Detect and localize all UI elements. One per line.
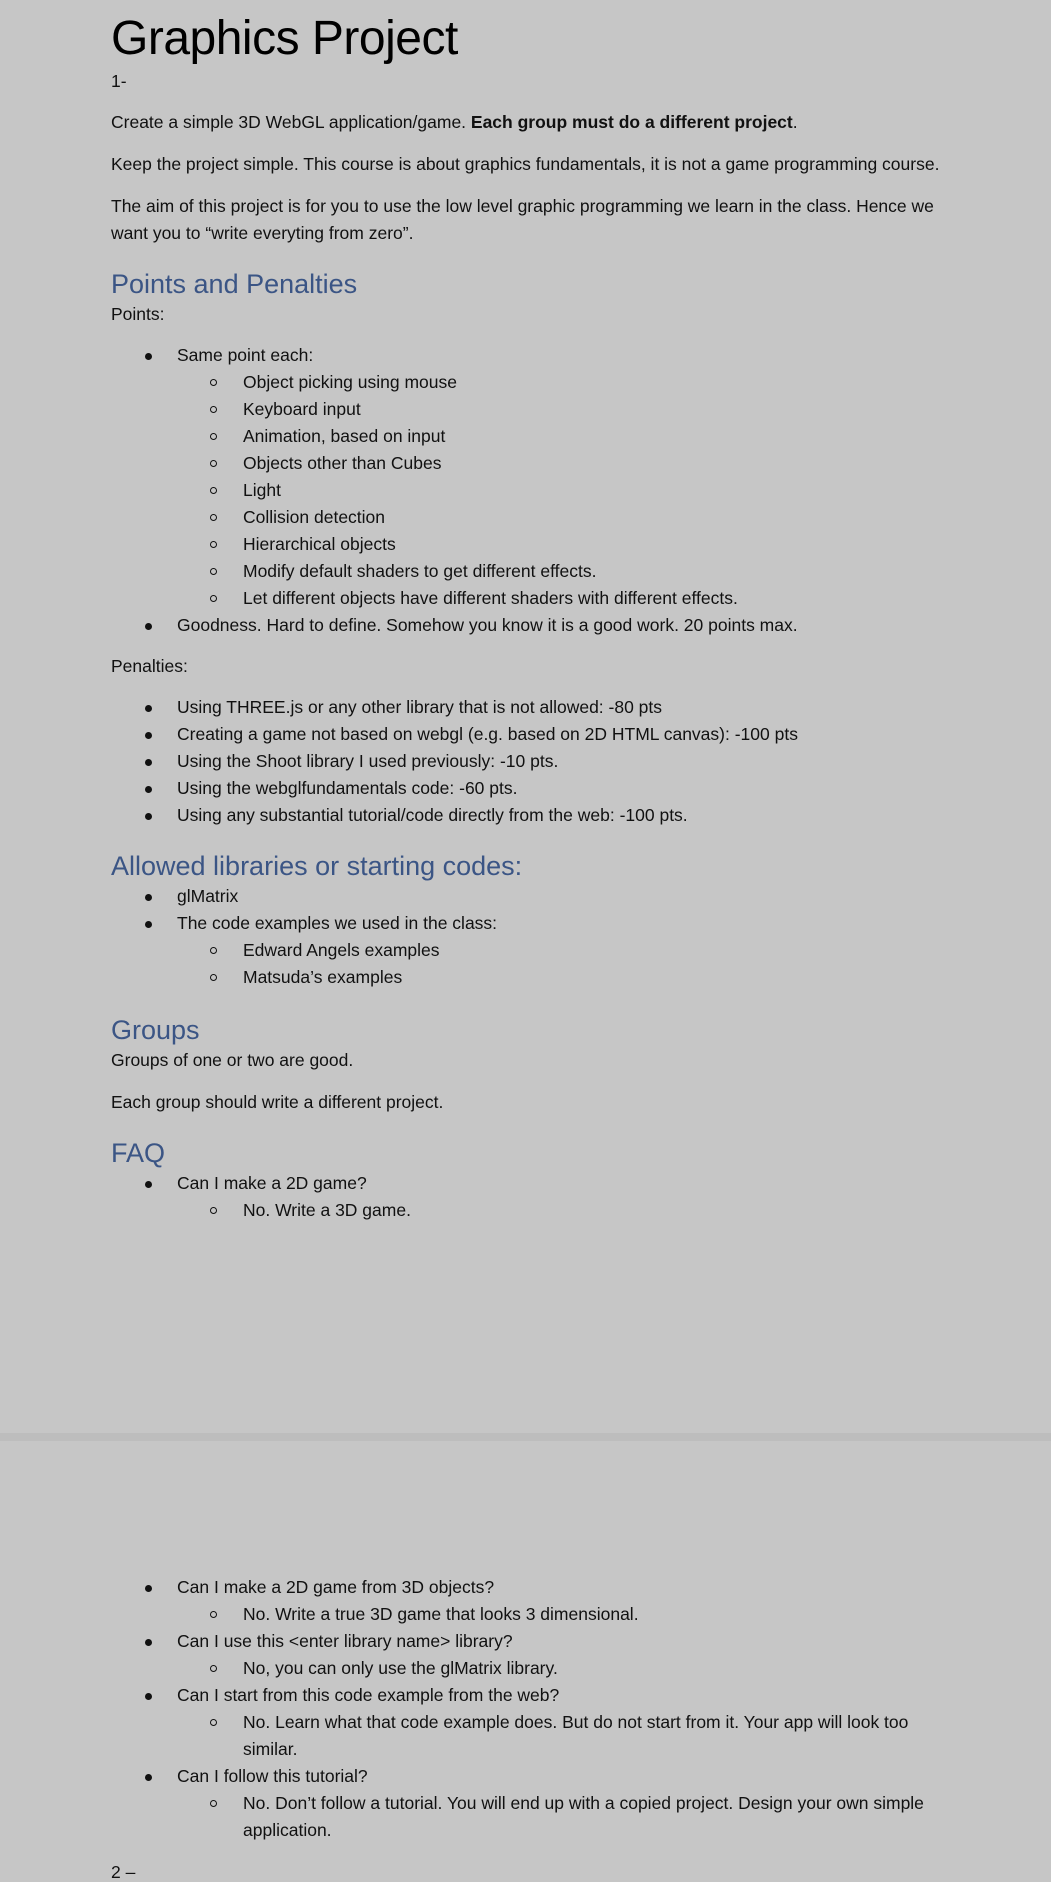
faq-answer: No, you can only use the glMatrix library.	[243, 1658, 558, 1678]
list-item-text: Using THREE.js or any other library that is not allowed: -80 pts	[177, 697, 663, 717]
faq-question: Can I make a 2D game from 3D objects?	[177, 1577, 495, 1597]
bullet-icon	[145, 732, 152, 739]
list-item	[177, 937, 941, 964]
list-item	[177, 450, 941, 477]
circle-bullet-icon	[210, 487, 217, 494]
list-item	[177, 504, 941, 531]
faq-answer-list	[177, 1709, 941, 1763]
examples-sublist	[177, 937, 941, 991]
list-item	[177, 585, 941, 612]
list-item-text: Objects other than Cubes	[243, 453, 442, 473]
circle-bullet-icon	[210, 1800, 217, 1807]
circle-bullet-icon	[210, 1665, 217, 1672]
document-page-2	[0, 1441, 1051, 1872]
list-item-text: Let different objects have different shaders with different effects.	[243, 588, 738, 608]
circle-bullet-icon	[210, 974, 217, 981]
list-item-text: Using the Shoot library I used previously: -10 pts.	[177, 751, 559, 771]
section-number: 1-	[111, 71, 127, 91]
list-item	[111, 612, 941, 639]
list-item	[177, 1709, 941, 1763]
list-item-text: glMatrix	[177, 886, 239, 906]
list-item	[177, 1197, 941, 1224]
list-item	[177, 1655, 941, 1682]
list-item	[111, 1628, 941, 1682]
faq-answer: No. Don’t follow a tutorial. You will end up with a copied project. Design your own simple application.	[243, 1793, 924, 1840]
page-number-footer: 2 –	[111, 1862, 136, 1882]
bullet-icon	[145, 1585, 152, 1592]
circle-bullet-icon	[210, 460, 217, 467]
list-item	[111, 1682, 941, 1763]
list-item-text: Object picking using mouse	[243, 372, 457, 392]
faq-answer-list	[177, 1790, 941, 1844]
intro-paragraph-3: The aim of this project is for you to use the low level graphic programming we learn in the class. Hence we want you to “write everyting from zero”.	[111, 196, 934, 243]
list-item	[111, 1170, 941, 1224]
circle-bullet-icon	[210, 433, 217, 440]
bullet-icon	[145, 623, 152, 630]
circle-bullet-icon	[210, 1611, 217, 1618]
points-sublist	[177, 369, 941, 612]
heading-groups: Groups	[111, 1015, 200, 1045]
list-item-text: Hierarchical objects	[243, 534, 396, 554]
list-item-text: Edward Angels examples	[243, 940, 440, 960]
faq-answer-list	[177, 1655, 941, 1682]
list-item	[111, 342, 941, 612]
groups-paragraph-1: Groups of one or two are good.	[111, 1050, 354, 1070]
bullet-icon	[145, 1639, 152, 1646]
circle-bullet-icon	[210, 541, 217, 548]
points-label: Points:	[111, 304, 165, 324]
intro-paragraph-1	[111, 109, 941, 136]
list-item	[177, 396, 941, 423]
faq-question: Can I make a 2D game?	[177, 1173, 367, 1193]
penalties-list	[111, 694, 941, 829]
list-item	[177, 1790, 941, 1844]
circle-bullet-icon	[210, 514, 217, 521]
intro-paragraph-2: Keep the project simple. This course is about graphics fundamentals, it is not a game programming course.	[111, 154, 940, 174]
circle-bullet-icon	[210, 379, 217, 386]
bullet-icon	[145, 786, 152, 793]
heading-faq: FAQ	[111, 1138, 166, 1168]
penalties-label: Penalties:	[111, 656, 188, 676]
page-break	[0, 1433, 1051, 1441]
faq-list-page-1	[111, 1170, 941, 1224]
list-item-text: Using the webglfundamentals code: -60 pts.	[177, 778, 518, 798]
list-item	[177, 531, 941, 558]
list-item	[111, 910, 941, 991]
points-list	[111, 342, 941, 639]
list-item	[111, 1763, 941, 1844]
allowed-list	[111, 883, 941, 991]
faq-answer: No. Learn what that code example does. But do not start from it. Your app will look too similar.	[243, 1712, 909, 1759]
list-item-text: Matsuda’s examples	[243, 967, 403, 987]
list-item	[177, 477, 941, 504]
goodness-text: Goodness. Hard to define. Somehow you know it is a good work. 20 points max.	[177, 615, 798, 635]
list-item	[111, 748, 941, 775]
list-item	[177, 369, 941, 396]
circle-bullet-icon	[210, 595, 217, 602]
bullet-icon	[145, 1181, 152, 1188]
list-item	[177, 558, 941, 585]
list-item	[111, 721, 941, 748]
list-item-text: Light	[243, 480, 281, 500]
faq-question: Can I use this <enter library name> library?	[177, 1631, 513, 1651]
bullet-icon	[145, 353, 152, 360]
circle-bullet-icon	[210, 947, 217, 954]
list-item-text: Creating a game not based on webgl (e.g. based on 2D HTML canvas): -100 pts	[177, 724, 798, 744]
heading-points-and-penalties: Points and Penalties	[111, 269, 358, 299]
faq-list-page-2	[111, 1574, 941, 1844]
circle-bullet-icon	[210, 406, 217, 413]
list-item	[111, 775, 941, 802]
list-item	[111, 694, 941, 721]
list-item	[111, 802, 941, 829]
faq-answer-list	[177, 1601, 941, 1628]
bullet-icon	[145, 759, 152, 766]
faq-question: Can I follow this tutorial?	[177, 1766, 368, 1786]
faq-question: Can I start from this code example from the web?	[177, 1685, 560, 1705]
heading-allowed-libraries: Allowed libraries or starting codes:	[111, 851, 523, 881]
same-point-label: Same point each:	[177, 345, 314, 365]
list-item	[177, 423, 941, 450]
faq-answer: No. Write a true 3D game that looks 3 dimensional.	[243, 1604, 639, 1624]
bullet-icon	[145, 1774, 152, 1781]
list-item-text: Keyboard input	[243, 399, 361, 419]
intro-text: Create a simple 3D WebGL application/game.	[111, 112, 471, 132]
list-item-text: Animation, based on input	[243, 426, 446, 446]
circle-bullet-icon	[210, 1719, 217, 1726]
list-item-text: Collision detection	[243, 507, 386, 527]
list-item	[177, 964, 941, 991]
list-item-text: Modify default shaders to get different effects.	[243, 561, 597, 581]
document-title: Graphics Project	[111, 12, 458, 65]
page-1-content	[111, 10, 941, 1224]
faq-answer-list	[177, 1197, 941, 1224]
intro-bold-text: Each group must do a different project	[470, 112, 793, 132]
bullet-icon	[145, 813, 152, 820]
circle-bullet-icon	[210, 1207, 217, 1214]
faq-answer: No. Write a 3D game.	[243, 1200, 411, 1220]
list-item	[177, 1601, 941, 1628]
bullet-icon	[145, 894, 152, 901]
list-item	[111, 1574, 941, 1628]
bullet-icon	[145, 921, 152, 928]
circle-bullet-icon	[210, 568, 217, 575]
list-item-text: Using any substantial tutorial/code directly from the web: -100 pts.	[177, 805, 688, 825]
intro-period: .	[792, 112, 798, 132]
bullet-icon	[145, 1693, 152, 1700]
bullet-icon	[145, 705, 152, 712]
list-item	[111, 883, 941, 910]
page-2-content	[111, 1574, 941, 1844]
groups-paragraph-2: Each group should write a different project.	[111, 1092, 444, 1112]
list-item-text: The code examples we used in the class:	[177, 913, 498, 933]
